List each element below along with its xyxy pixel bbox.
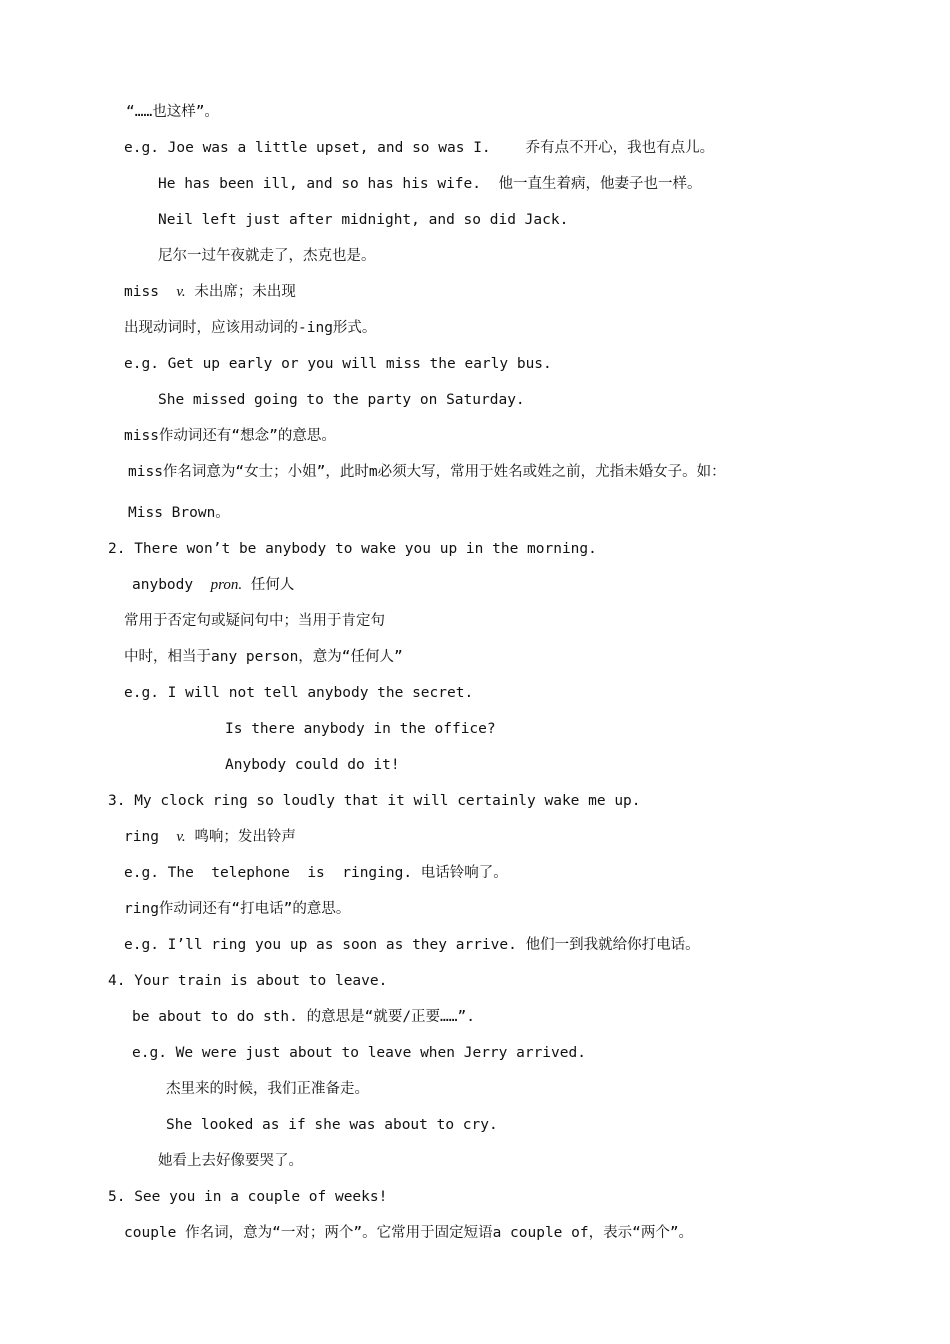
example-anybody-2: Is there anybody in the office? (225, 721, 496, 737)
vocab-definition: 鸣响；发出铃声 (185, 829, 296, 845)
vocab-miss (124, 283, 296, 301)
note-anybody-2: 中时，相当于any person，意为“任何人” (124, 649, 403, 665)
vocab-definition: 任何人 (242, 577, 295, 593)
example-about-to-2-translation: 她看上去好像要哭了。 (158, 1153, 303, 1169)
note-couple: couple 作名词，意为“一对；两个”。它常用于固定短语a couple of，表示“两个”。 (124, 1225, 694, 1241)
item-5-heading: 5. See you in a couple of weeks! (108, 1189, 388, 1205)
note-miss-verb: miss作动词还有“想念”的意思。 (124, 428, 336, 444)
example-about-to-1: e.g. We were just about to leave when Jerry arrived. (132, 1045, 586, 1061)
vocab-word: miss (124, 284, 177, 300)
note-anybody-1: 常用于否定句或疑问句中；当用于肯定句 (124, 613, 385, 629)
example-miss-1: e.g. Get up early or you will miss the early bus. (124, 356, 552, 372)
note-miss-ing: 出现动词时，应该用动词的-ing形式。 (124, 320, 377, 336)
example-so-2: He has been ill, and so has his wife. 他一直生着病，他妻子也一样。 (158, 176, 702, 192)
example-so-1: e.g. Joe was a little upset, and so was I. 乔有点不开心，我也有点儿。 (124, 140, 715, 156)
example-anybody-1: e.g. I will not tell anybody the secret. (124, 685, 474, 701)
vocab-definition: 未出席；未出现 (185, 284, 296, 300)
example-miss-2: She missed going to the party on Saturday. (158, 392, 525, 408)
example-ring-1: e.g. The telephone is ringing. 电话铃响了。 (124, 865, 508, 881)
item-4-heading: 4. Your train is about to leave. (108, 973, 388, 989)
note-be-about-to: be about to do sth. 的意思是“就要/正要……”. (132, 1009, 475, 1025)
example-about-to-1-translation: 杰里来的时候，我们正准备走。 (166, 1081, 369, 1097)
part-of-speech: pron. (210, 577, 243, 593)
item-2-heading: 2. There won’t be anybody to wake you up in the morning. (108, 541, 597, 557)
example-miss-brown: Miss Brown。 (128, 505, 230, 521)
vocab-word: ring (124, 829, 177, 845)
vocab-ring (124, 828, 296, 846)
part-of-speech: v. (176, 829, 186, 845)
note-ring-verb: ring作动词还有“打电话”的意思。 (124, 901, 351, 917)
line-so-meaning: “……也这样”。 (126, 104, 219, 120)
example-about-to-2: She looked as if she was about to cry. (166, 1117, 498, 1133)
example-ring-2: e.g. I’ll ring you up as soon as they arrive. 他们一到我就给你打电话。 (124, 937, 700, 953)
example-anybody-3: Anybody could do it! (225, 757, 400, 773)
vocab-word: anybody (132, 577, 211, 593)
item-3-heading: 3. My clock ring so loudly that it will certainly wake me up. (108, 793, 641, 809)
part-of-speech: v. (176, 284, 186, 300)
example-so-3-translation: 尼尔一过午夜就走了，杰克也是。 (158, 248, 376, 264)
vocab-anybody (132, 576, 294, 594)
note-miss-noun: miss作名词意为“女士；小姐”，此时m必须大写，常用于姓名或姓之前，尤指未婚女子。如： (128, 464, 726, 480)
example-so-3: Neil left just after midnight, and so did Jack. (158, 212, 569, 228)
